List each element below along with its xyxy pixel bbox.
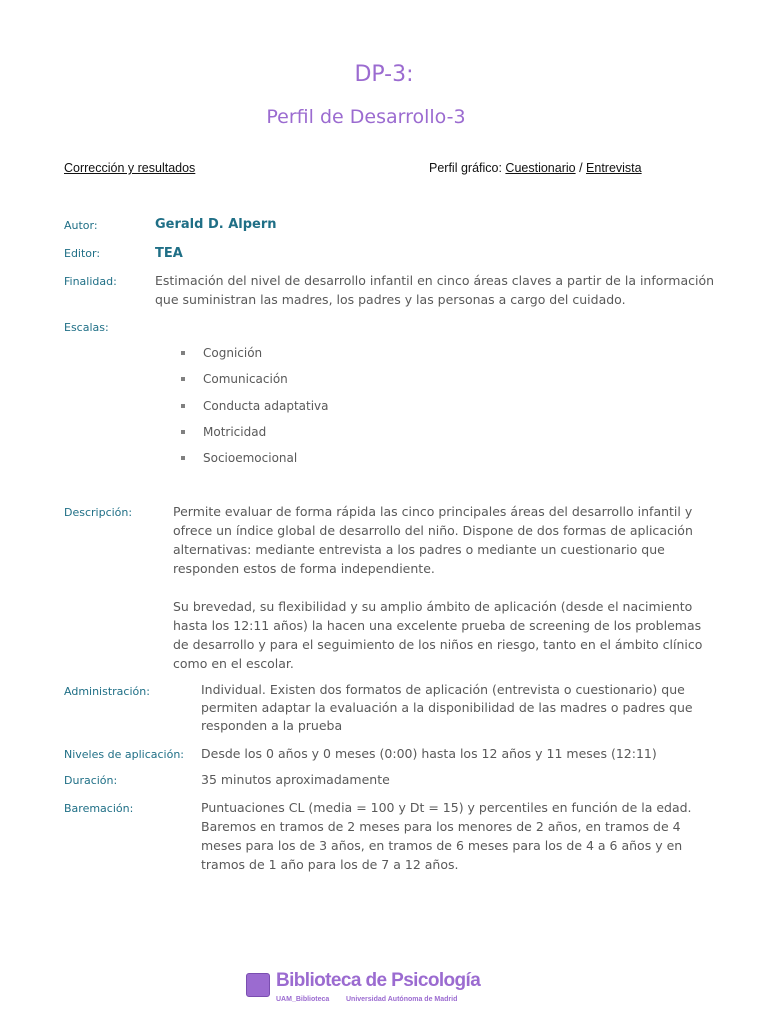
- escalas-label: Escalas:: [64, 321, 109, 334]
- niveles-label: Niveles de aplicación:: [64, 748, 184, 761]
- bullet-icon: [181, 377, 185, 381]
- escalas-list: [180, 346, 329, 477]
- logo-subtitle-right: Universidad Autónoma de Madrid: [346, 996, 458, 1003]
- administracion-line: responden a la prueba: [201, 718, 343, 733]
- list-item: [180, 425, 329, 451]
- list-item-label: Motricidad: [203, 424, 267, 439]
- list-item-label: Conducta adaptativa: [203, 398, 329, 413]
- list-item-label: Comunicación: [203, 372, 288, 387]
- editor-value: TEA: [155, 246, 183, 261]
- descripcion-line: alternativas: mediante entrevista a los padres o mediante un cuestionario que: [173, 542, 665, 557]
- administracion-line: Individual. Existen dos formatos de aplicación (entrevista o cuestionario) que: [201, 682, 685, 697]
- bullet-icon: [181, 456, 185, 460]
- finalidad-line: que suministran las madres, los padres y las personas a cargo del cuidado.: [155, 292, 626, 307]
- descripcion-text: [173, 502, 702, 673]
- paragraph-gap: [173, 578, 702, 597]
- list-item-label: Socioemocional: [203, 451, 298, 466]
- entrevista-link[interactable]: Entrevista: [586, 161, 642, 175]
- perfil-grafico: [429, 161, 642, 175]
- descripcion-line: Su brevedad, su flexibilidad y su amplio ámbito de aplicación (desde el nacimiento: [173, 599, 693, 614]
- descripcion-line: como en el escolar.: [173, 656, 294, 671]
- descripcion-line: Permite evaluar de forma rápida las cinco principales áreas del desarrollo infantil y: [173, 504, 693, 519]
- logo-name: Biblioteca de Psicología: [276, 970, 481, 991]
- duracion-value: 35 minutos aproximadamente: [201, 772, 390, 787]
- autor-value: Gerald D. Alpern: [155, 217, 277, 232]
- administracion-label: Administración:: [64, 685, 150, 698]
- list-item-label: Cognición: [203, 346, 263, 360]
- baremacion-line: tramos de 1 año para los de 7 a 12 años.: [201, 857, 459, 872]
- finalidad-label: Finalidad:: [64, 275, 117, 288]
- descripcion-line: responden estos de forma independiente.: [173, 561, 435, 576]
- descripcion-line: ofrece un índice global de desarrollo del niño. Dispone de dos formas de aplicación: [173, 523, 693, 538]
- list-item: [180, 346, 329, 372]
- cuestionario-link[interactable]: Cuestionario: [505, 161, 576, 175]
- page-subtitle: Perfil de Desarrollo-3: [266, 106, 466, 128]
- perfil-label: Perfil gráfico:: [429, 161, 506, 175]
- bullet-icon: [181, 430, 185, 434]
- list-item: [180, 451, 329, 477]
- link-separator: /: [575, 161, 587, 175]
- page-title: DP-3:: [354, 62, 414, 87]
- descripcion-line: hasta los 12:11 años) la hacen una excelente prueba de screening de los problemas: [173, 618, 702, 633]
- baremacion-text: [201, 798, 692, 874]
- descripcion-label: Descripción:: [64, 506, 133, 519]
- list-item: [180, 399, 329, 425]
- logo-subtitle-left: UAM_Biblioteca: [276, 996, 330, 1003]
- logo-square-icon: [246, 973, 270, 997]
- duracion-label: Duración:: [64, 774, 118, 787]
- administracion-line: permiten adaptar la evaluación a la disponibilidad de las madres o padres que: [201, 700, 693, 715]
- biblioteca-logo: [246, 970, 486, 1010]
- bullet-icon: [181, 404, 185, 408]
- finalidad-line: Estimación del nivel de desarrollo infantil en cinco áreas claves a partir de la información: [155, 273, 715, 288]
- baremacion-line: Puntuaciones CL (media = 100 y Dt = 15) y percentiles en función de la edad.: [201, 800, 692, 815]
- baremacion-line: Baremos en tramos de 2 meses para los menores de 2 años, en tramos de 4: [201, 819, 681, 834]
- niveles-value: Desde los 0 años y 0 meses (0:00) hasta los 12 años y 11 meses (12:11): [201, 746, 657, 761]
- autor-label: Autor:: [64, 219, 98, 232]
- descripcion-line: de desarrollo y para el seguimiento de los niños en riesgo, tanto en el ámbito clínico: [173, 637, 703, 652]
- baremacion-line: meses para los de 3 años, en tramos de 6 meses para los de 4 a 6 años y en: [201, 838, 683, 853]
- list-item: [180, 372, 329, 398]
- bullet-icon: [181, 351, 185, 355]
- administracion-text: [201, 681, 693, 735]
- correccion-link[interactable]: Corrección y resultados: [64, 161, 196, 175]
- finalidad-text: [155, 271, 714, 309]
- editor-label: Editor:: [64, 247, 101, 260]
- baremacion-label: Baremación:: [64, 802, 134, 815]
